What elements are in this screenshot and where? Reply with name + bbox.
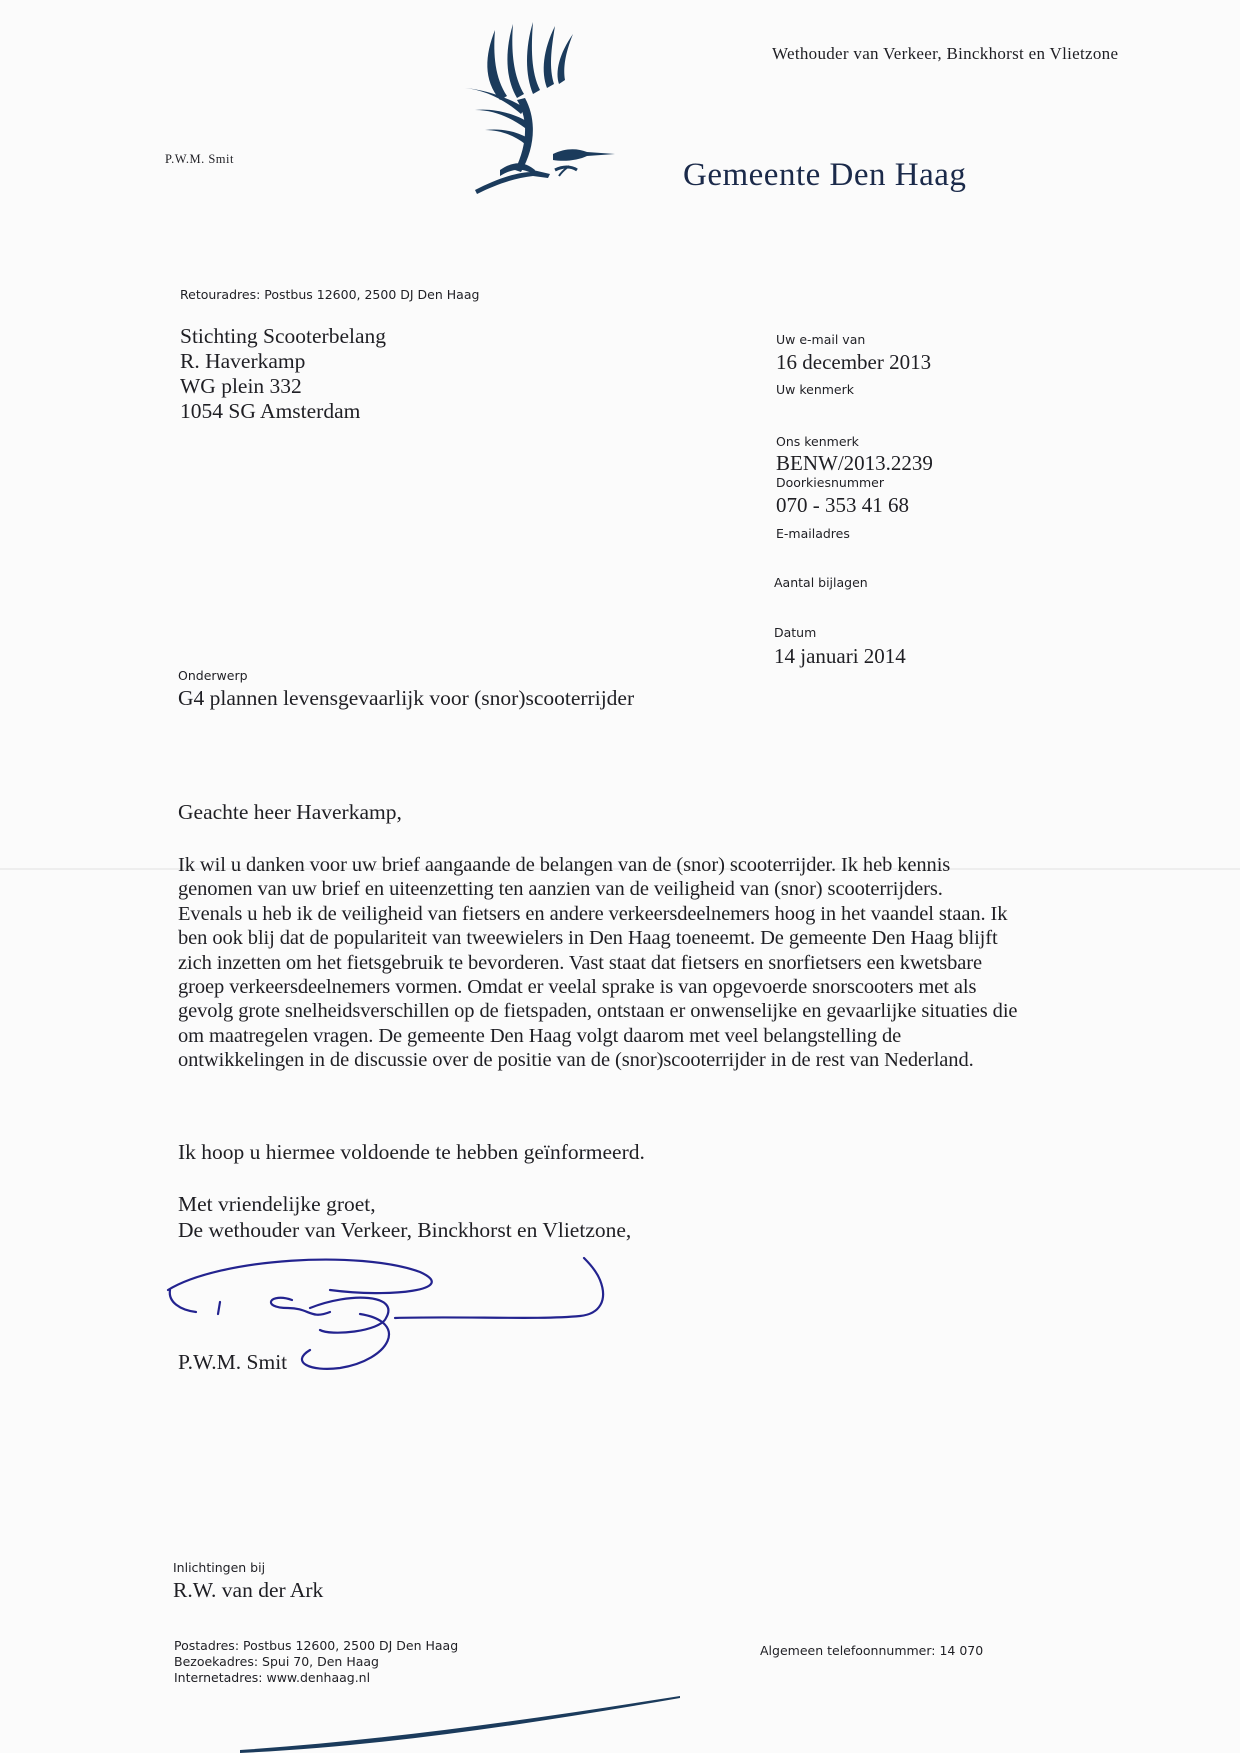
email-date-value: 16 december 2013 [776,350,932,374]
recipient-line: 1054 SG Amsterdam [180,399,361,423]
greeting: Met vriendelijke groet, [178,1192,376,1216]
footer-addresses [174,1638,458,1686]
department-line: Wethouder van Verkeer, Binckhorst en Vlietzone [772,44,1119,63]
attachments-label: Aantal bijlagen [774,575,868,590]
recipient-line: WG plein 332 [180,374,302,398]
phone-label: Doorkiesnummer [776,475,885,490]
signer-title: De wethouder van Verkeer, Binckhorst en Vlietzone, [178,1218,632,1242]
our-reference-value: BENW/2013.2239 [776,451,933,475]
recipient-line: R. Haverkamp [180,349,306,373]
email-date-label: Uw e-mail van [776,332,866,347]
recipient-address [180,324,386,424]
signer-name: P.W.M. Smit [178,1350,288,1374]
internet-address: Internetadres: www.denhaag.nl [174,1670,371,1685]
information-label: Inlichtingen bij [173,1560,266,1575]
sender-initials: P.W.M. Smit [165,152,234,166]
information-name: R.W. van der Ark [173,1578,324,1602]
return-address: Retouradres: Postbus 12600, 2500 DJ Den Haag [180,287,480,302]
heron-logo-icon [455,20,645,210]
swoosh-decoration-icon [240,1690,680,1753]
closing-block [178,1191,631,1243]
email-address-label: E-mailadres [776,526,850,541]
your-reference-label: Uw kenmerk [776,382,854,397]
paragraph: Evenals u heb ik de veiligheid van fietsers en andere verkeersdeelnemers hoog in het vaandel staan. Ik ben ook blij dat de populariteit van tweewielers in Den Haag toeneemt. De gemeente Den Haag blijft zich inzetten om het fietsgebruik te bevorderen. Vast staat dat fietsers en snorfietsers een kwetsbare groep verkeersdeelnemers vormen. Omdat er veelal sprake is van opgevoerde snorscooters met als gevolg grote snelheidsverschillen op de fietspaden, ontstaan er onwenselijke en gevaarlijke situaties die om maatregelen vragen. De gemeente Den Haag volgt daarom met veel belangstelling de ontwikkelingen in de discussie over de positie van de (snor)scooterrijder in de rest van Nederland. [178,902,1018,1072]
postal-address: Postadres: Postbus 12600, 2500 DJ Den Haag [174,1638,459,1653]
visiting-address: Bezoekadres: Spui 70, Den Haag [174,1654,379,1669]
paragraph: Ik wil u danken voor uw brief aangaande de belangen van de (snor) scooterrijder. Ik heb kennis genomen van uw brief en uiteenzetting ten aanzien van de veiligheid van (snor) scooterrijders. [178,854,951,901]
subject-value: G4 plannen levensgevaarlijk voor (snor)scooterrijder [178,686,635,710]
closing-remark: Ik hoop u hiermee voldoende te hebben geïnformeerd. [178,1140,645,1164]
our-reference-label: Ons kenmerk [776,434,859,449]
recipient-line: Stichting Scooterbelang [180,324,387,348]
letter-body [178,853,1028,1073]
subject-label: Onderwerp [178,668,248,683]
general-phone: Algemeen telefoonnummer: 14 070 [760,1643,984,1658]
date-label: Datum [774,625,817,640]
phone-value: 070 - 353 41 68 [776,493,909,517]
date-value: 14 januari 2014 [774,644,906,668]
salutation: Geachte heer Haverkamp, [178,800,402,824]
organisation-name: Gemeente Den Haag [683,157,967,193]
